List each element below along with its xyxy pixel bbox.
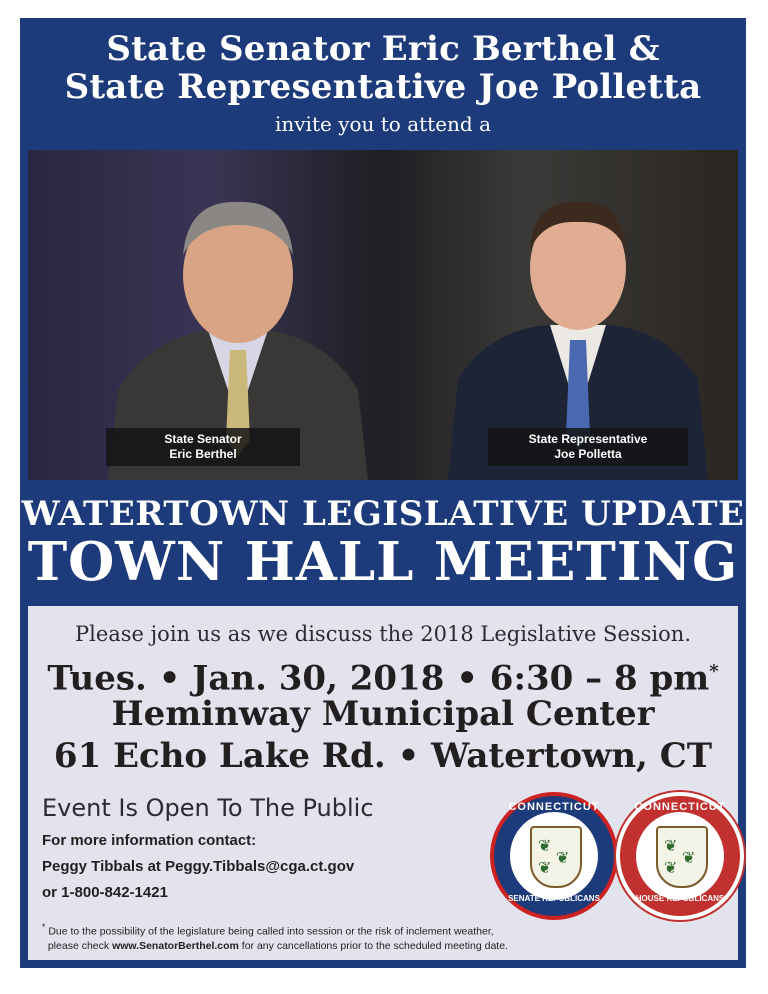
house-seal-bottom-text: HOUSE REPUBLICANS	[635, 894, 725, 903]
representative-caption-name: Joe Polletta	[554, 447, 622, 461]
lead-text: Please join us as we discuss the 2018 Legislative Session.	[74, 622, 691, 646]
event-subtitle: WATERTOWN LEGISLATIVE UPDATE	[21, 494, 745, 534]
contact-phone[interactable]: or 1-800-842-1421	[42, 884, 168, 901]
footnote-text-a: Due to the possibility of the legislature being called into session or the risk of inclement weather,	[48, 925, 494, 938]
house-republicans-seal	[616, 792, 744, 920]
event-datetime-text: Tues. • Jan. 30, 2018 • 6:30 – 8 pm	[47, 658, 710, 699]
contact-email[interactable]: Peggy Tibbals at Peggy.Tibbals@cga.ct.gov	[42, 858, 355, 875]
house-seal-top-text: CONNECTICUT	[634, 801, 726, 813]
title-band	[20, 484, 746, 604]
event-venue: Heminway Municipal Center	[111, 694, 655, 734]
datetime-asterisk: *	[709, 661, 719, 682]
invite-text: invite you to attend a	[274, 112, 491, 136]
details-panel	[28, 606, 738, 960]
representative-caption-title: State Representative	[528, 432, 648, 446]
event-address: 61 Echo Lake Rd. • Watertown, CT	[53, 736, 713, 776]
header	[20, 18, 746, 146]
senator-caption-title: State Senator	[164, 432, 242, 446]
open-to-public: Event Is Open To The Public	[42, 794, 374, 822]
grapevine-icon: ❦	[664, 858, 678, 877]
website-link[interactable]: www.SenatorBerthel.com	[112, 939, 239, 952]
senator-caption	[106, 428, 300, 466]
legislators-photo	[28, 150, 738, 480]
representative-caption	[488, 428, 688, 466]
event-title: TOWN HALL MEETING	[27, 531, 739, 593]
footnote-text-b: please check	[47, 939, 110, 952]
flyer-frame	[20, 18, 746, 968]
grapevine-icon: ❦	[556, 848, 570, 867]
contact-heading: For more information contact:	[42, 832, 257, 849]
grapevine-icon: ❦	[682, 848, 696, 867]
senate-seal-bottom-text: SENATE REPUBLICANS	[508, 894, 600, 903]
header-line-1: State Senator Eric Berthel &	[106, 29, 660, 69]
header-line-2: State Representative Joe Polletta	[64, 67, 702, 107]
grapevine-icon: ❦	[664, 836, 678, 855]
footnote-mark: *	[42, 922, 46, 932]
grapevine-icon: ❦	[538, 836, 552, 855]
footnote	[42, 920, 732, 953]
senate-republicans-seal	[490, 792, 618, 920]
senate-seal-top-text: CONNECTICUT	[508, 801, 600, 813]
footnote-text-c: for any cancellations prior to the scheduled meeting date.	[241, 939, 508, 952]
senator-caption-name: Eric Berthel	[169, 447, 237, 461]
event-datetime	[28, 652, 738, 698]
grapevine-icon: ❦	[538, 858, 552, 877]
